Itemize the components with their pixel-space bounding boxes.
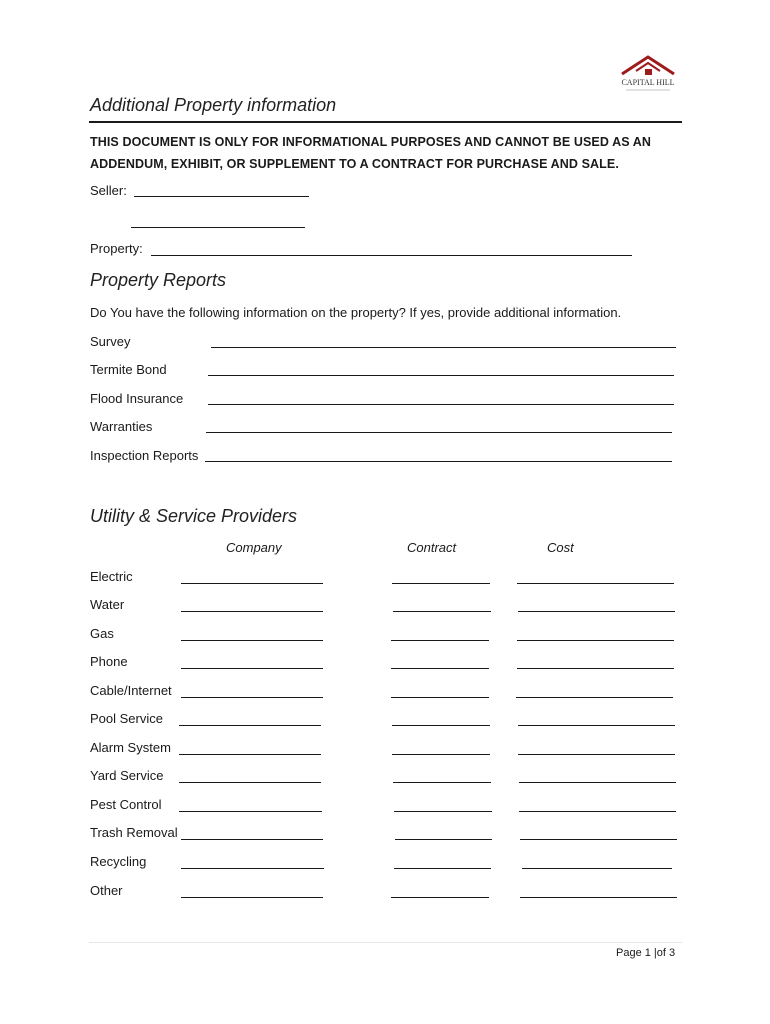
disclaimer-line-2: ADDENDUM, EXHIBIT, OR SUPPLEMENT TO A CONTRACT FOR PURCHASE AND SALE.	[90, 157, 619, 171]
column-cost: Cost	[547, 540, 574, 555]
company-line-pool-service[interactable]	[179, 725, 321, 726]
contract-line-cable-internet[interactable]	[391, 697, 489, 698]
utility-row-phone: Phone	[90, 654, 128, 669]
house-roof-icon	[614, 52, 684, 94]
disclaimer-notice	[90, 131, 651, 175]
company-line-cable-internet[interactable]	[181, 697, 323, 698]
footer-rule	[89, 942, 682, 943]
cost-line-trash-removal[interactable]	[520, 839, 677, 840]
contract-line-recycling[interactable]	[394, 868, 491, 869]
utility-row-recycling: Recycling	[90, 854, 147, 869]
seller-line-1[interactable]	[134, 196, 309, 197]
disclaimer-line-1: THIS DOCUMENT IS ONLY FOR INFORMATIONAL PURPOSES AND CANNOT BE USED AS AN	[90, 135, 652, 149]
reports-intro: Do You have the following information on the property? If yes, provide additional information.	[90, 305, 622, 320]
contract-line-pool-service[interactable]	[392, 725, 490, 726]
contract-line-gas[interactable]	[391, 640, 489, 641]
cost-line-cable-internet[interactable]	[516, 697, 673, 698]
utility-row-cable-internet: Cable/Internet	[90, 683, 172, 698]
page-title: Additional Property information	[90, 95, 337, 115]
cost-line-gas[interactable]	[517, 640, 674, 641]
cost-line-water[interactable]	[518, 611, 675, 612]
logo-text: CAPITAL HILL	[621, 78, 675, 87]
cost-line-recycling[interactable]	[522, 868, 672, 869]
contract-line-trash-removal[interactable]	[395, 839, 492, 840]
report-item-survey: Survey	[90, 334, 131, 349]
cost-line-pest-control[interactable]	[519, 811, 676, 812]
seller-line-2[interactable]	[131, 227, 305, 228]
report-line-termite-bond[interactable]	[208, 375, 674, 376]
company-line-other[interactable]	[181, 897, 323, 898]
contract-line-other[interactable]	[391, 897, 489, 898]
company-logo	[614, 52, 684, 94]
cost-line-electric[interactable]	[517, 583, 674, 584]
company-line-phone[interactable]	[181, 668, 323, 669]
contract-line-phone[interactable]	[391, 668, 489, 669]
report-line-survey[interactable]	[211, 347, 676, 348]
company-line-recycling[interactable]	[181, 868, 324, 869]
title-rule	[89, 121, 682, 123]
utility-row-pest-control: Pest Control	[90, 797, 162, 812]
contract-line-yard-service[interactable]	[393, 782, 491, 783]
company-line-pest-control[interactable]	[179, 811, 322, 812]
reports-heading: Property Reports	[90, 270, 227, 290]
company-line-water[interactable]	[181, 611, 323, 612]
report-item-flood-insurance: Flood Insurance	[90, 391, 184, 406]
report-line-flood-insurance[interactable]	[208, 404, 674, 405]
contract-line-water[interactable]	[393, 611, 491, 612]
utility-row-gas: Gas	[90, 626, 114, 641]
utility-row-trash-removal: Trash Removal	[90, 825, 178, 840]
contract-line-alarm-system[interactable]	[392, 754, 490, 755]
company-line-alarm-system[interactable]	[179, 754, 321, 755]
contract-line-electric[interactable]	[392, 583, 490, 584]
report-item-warranties: Warranties	[90, 419, 153, 434]
cost-line-yard-service[interactable]	[519, 782, 676, 783]
report-item-termite-bond: Termite Bond	[90, 362, 167, 377]
seller-label: Seller:	[90, 183, 127, 198]
cost-line-alarm-system[interactable]	[518, 754, 675, 755]
report-line-warranties[interactable]	[206, 432, 672, 433]
property-label: Property:	[90, 241, 143, 256]
utility-row-water: Water	[90, 597, 125, 612]
company-line-gas[interactable]	[181, 640, 323, 641]
report-item-inspection-reports: Inspection Reports	[90, 448, 199, 463]
property-line[interactable]	[151, 255, 632, 256]
report-line-inspection-reports[interactable]	[205, 461, 672, 462]
cost-line-pool-service[interactable]	[518, 725, 675, 726]
column-contract: Contract	[407, 540, 457, 555]
company-line-trash-removal[interactable]	[181, 839, 323, 840]
column-company: Company	[226, 540, 282, 555]
company-line-electric[interactable]	[181, 583, 323, 584]
cost-line-other[interactable]	[520, 897, 677, 898]
utility-row-other: Other	[90, 883, 123, 898]
utility-row-alarm-system: Alarm System	[90, 740, 171, 755]
utility-row-pool-service: Pool Service	[90, 711, 163, 726]
utilities-heading: Utility & Service Providers	[90, 506, 298, 526]
utility-row-yard-service: Yard Service	[90, 768, 164, 783]
company-line-yard-service[interactable]	[179, 782, 321, 783]
utility-row-electric: Electric	[90, 569, 133, 584]
contract-line-pest-control[interactable]	[394, 811, 492, 812]
cost-line-phone[interactable]	[517, 668, 674, 669]
page-number: Page 1 |of 3	[616, 947, 676, 959]
